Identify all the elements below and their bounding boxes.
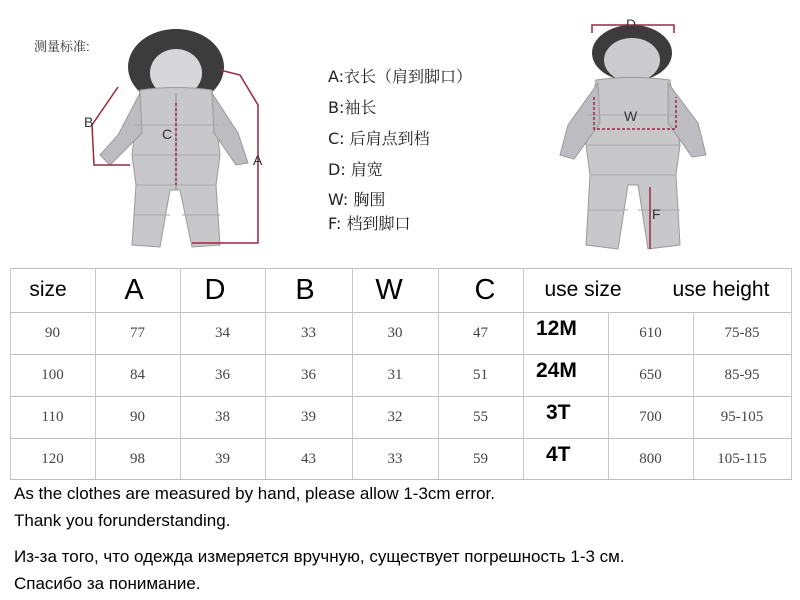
legend-item-c: C: 后肩点到档: [328, 129, 430, 148]
measure-f-label: F: [652, 206, 661, 222]
cell-d: 34: [215, 325, 230, 341]
cell-w: 32: [387, 409, 403, 425]
cell-use-height: 95-105: [720, 409, 764, 425]
front-view-illustration: [70, 15, 290, 260]
cell-c: 51: [473, 367, 488, 383]
cell-b: 39: [301, 409, 316, 425]
legend-item-a: A:衣长（肩到脚口）: [328, 67, 473, 86]
cell-size: 110: [41, 409, 64, 425]
measure-b-label: B: [84, 114, 94, 130]
cell-size: 90: [45, 325, 60, 341]
note-en-line1: As the clothes are measured by hand, please allow 1-3cm error.: [14, 484, 495, 503]
header-w: W: [375, 274, 403, 306]
cell-use-size: 3T: [546, 401, 571, 424]
measurement-title: 测量标准:: [34, 39, 90, 54]
cell-use-size: 24M: [536, 359, 577, 382]
legend-item-f: F: 档到脚口: [328, 214, 411, 233]
header-size: size: [29, 278, 67, 301]
back-view-illustration: [540, 5, 760, 260]
cell-a: 98: [130, 451, 145, 467]
header-b: B: [295, 274, 315, 306]
cell-d: 39: [215, 451, 230, 467]
measure-w-label: W: [624, 108, 638, 124]
cell-size: 100: [41, 367, 64, 383]
cell-use-height: 85-95: [724, 367, 760, 383]
cell-use-size: 4T: [546, 443, 571, 466]
cell-d: 38: [215, 409, 230, 425]
cell-c: 47: [473, 325, 488, 341]
header-use-size: use size: [544, 278, 622, 301]
legend-item-d: D: 肩宽: [328, 160, 383, 179]
cell-use-height: 105-115: [717, 451, 767, 467]
header-c: C: [474, 274, 496, 306]
measure-a-label: A: [253, 152, 263, 168]
measure-c-label: C: [162, 126, 173, 142]
note-en-line2: Thank you forunderstanding.: [14, 511, 231, 530]
cell-use-size: 12M: [536, 317, 577, 340]
legend-item-w: W: 胸围: [328, 190, 386, 209]
cell-c: 59: [473, 451, 488, 467]
cell-cm: 650: [639, 367, 662, 383]
note-ru-line1: Из-за того, что одежда измеряется вручную, существует погрешность 1-3 см.: [14, 547, 625, 566]
legend-item-b: B:袖长: [328, 98, 377, 117]
cell-a: 90: [130, 409, 145, 425]
cell-use-height: 75-85: [724, 325, 760, 341]
cell-w: 33: [387, 451, 403, 467]
cell-w: 30: [387, 325, 403, 341]
cell-b: 33: [301, 325, 316, 341]
note-ru-line2: Спасибо за понимание.: [14, 574, 201, 593]
size-table: [10, 268, 792, 480]
header-d: D: [204, 274, 226, 306]
cell-a: 84: [130, 367, 145, 383]
jumpsuit-back-body: [586, 78, 680, 250]
cell-cm: 610: [639, 325, 662, 341]
cell-size: 120: [41, 451, 64, 467]
measure-d-label: D: [626, 16, 637, 32]
cell-cm: 800: [639, 451, 662, 467]
cell-b: 36: [301, 367, 316, 383]
cell-w: 31: [387, 367, 403, 383]
cell-cm: 700: [639, 409, 662, 425]
cell-d: 36: [215, 367, 230, 383]
cell-a: 77: [130, 325, 145, 341]
cell-b: 43: [301, 451, 316, 467]
cell-c: 55: [473, 409, 488, 425]
header-a: A: [124, 274, 144, 306]
header-use-height: use height: [672, 278, 770, 301]
